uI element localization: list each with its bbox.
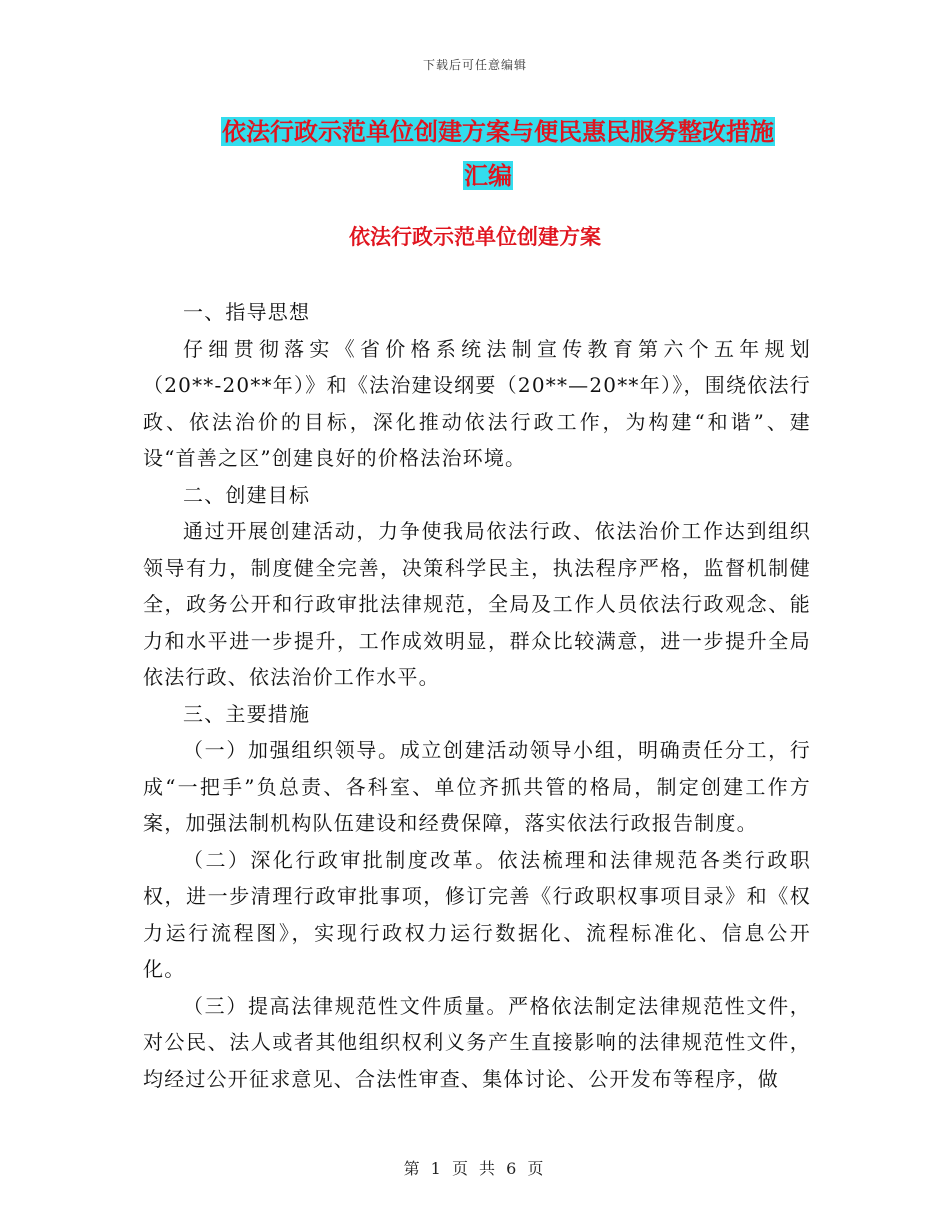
paragraph-measure-3: （三）提高法律规范性文件质量。严格依法制定法律规范性文件，对公民、法人或者其他组织权利义务产生直接影响的法律规范性文件，均经过公开征求意见、合法性审查、集体讨论、公开发布等程序，做 — [143, 993, 811, 1091]
document-body — [143, 294, 811, 1097]
page-number: 第 1 页 共 6 页 — [403, 1159, 547, 1178]
heading-measures: 三、主要措施 — [183, 701, 311, 726]
paragraph-goals: 通过开展创建活动，力争使我局依法行政、依法治价工作达到组织领导有力，制度健全完善，决策科学民主，执法程序严格，监督机制健全，政务公开和行政审批法律规范，全局及工作人员依法行政观念、能力和水平进一步提升，工作成效明显，群众比较满意，进一步提升全局依法行政、依法治价工作水平。 — [143, 519, 811, 689]
paragraph-measure-2: （二）深化行政审批制度改革。依法梳理和法律规范各类行政职权，进一步清理行政审批事项，修订完善《行政职权事项目录》和《权力运行流程图》，实现行政权力运行数据化、流程标准化、信息公开化。 — [143, 847, 811, 981]
heading-goals: 二、创建目标 — [183, 482, 311, 507]
paragraph-measure-1: （一）加强组织领导。成立创建活动领导小组，明确责任分工，行成“一把手”负总责、各科室、单位齐抓共管的格局，制定创建工作方案，加强法制机构队伍建设和经费保障，落实依法行政报告制度。 — [143, 738, 811, 835]
header-note: 下载后可任意编辑 — [422, 58, 527, 72]
paragraph-guiding-ideology: 仔细贯彻落实《省价格系统法制宣传教育第六个五年规划（20**-20**年）》和《法治建设纲要（20**—20**年）》，围绕依法行政、依法治价的目标，深化推动依法行政工作，为构建“和谐”、建设“首善之区”创建良好的价格法治环境。 — [143, 336, 811, 470]
document-title — [0, 110, 950, 198]
title-line-2: 汇编 — [464, 161, 512, 190]
section-title: 依法行政示范单位创建方案 — [349, 224, 601, 249]
title-line-1: 依法行政示范单位创建方案与便民惠民服务整改措施 — [222, 117, 774, 146]
heading-guiding-ideology: 一、指导思想 — [183, 300, 311, 324]
